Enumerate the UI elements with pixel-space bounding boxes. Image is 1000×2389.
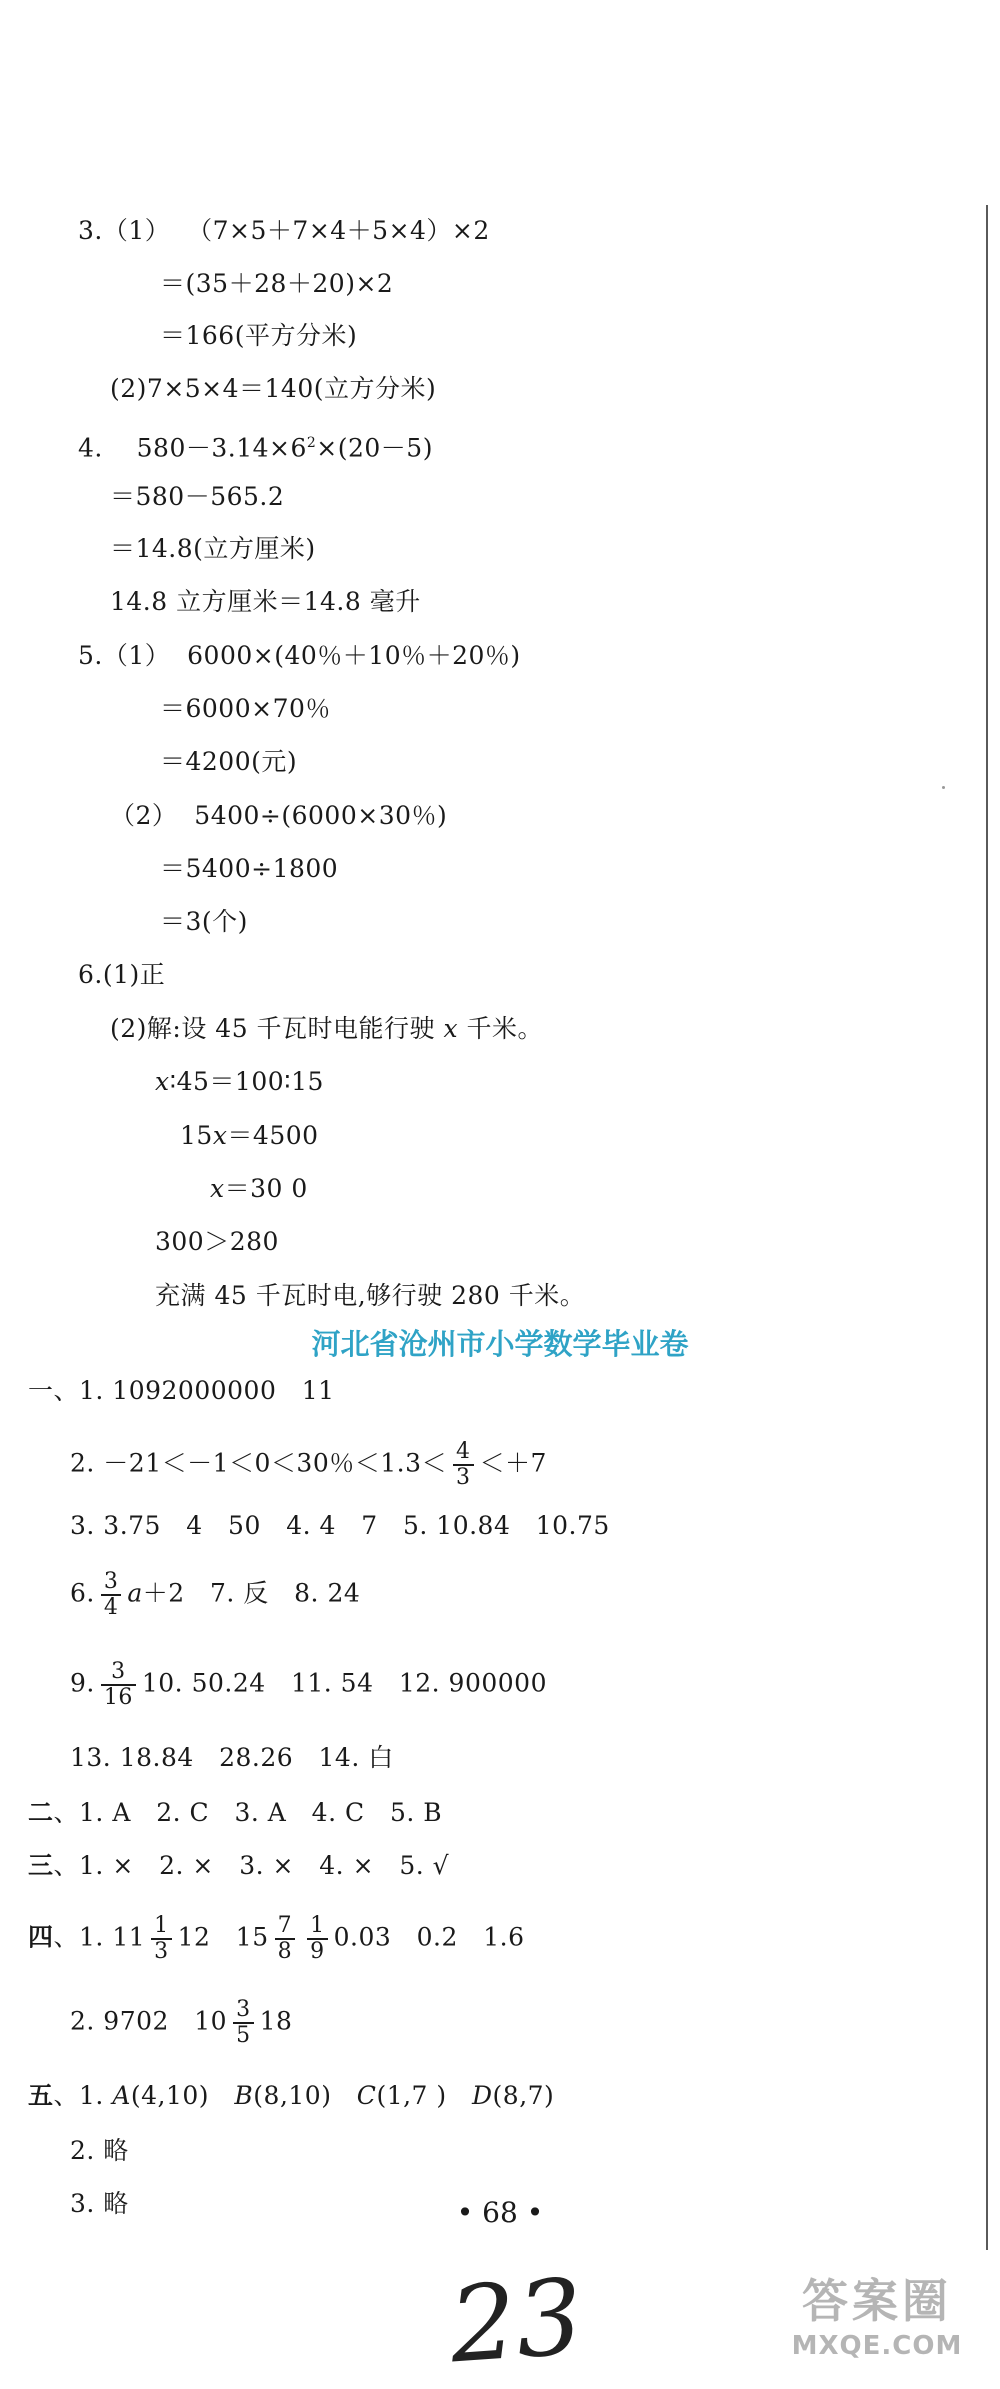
answer-line: 300＞280 (155, 1227, 279, 1256)
answer-line: 5.（1） 6000×(40％＋10％＋20％) (78, 641, 521, 670)
section-number: 五 (28, 2081, 54, 2110)
answer-line (28, 1914, 524, 1964)
answer-line: 13. 18.84 28.26 14. 白 (70, 1743, 394, 1772)
answer-line (28, 1797, 442, 1829)
fraction: $\frac{3}{4}$ (101, 1570, 122, 1620)
exponent: 2 (306, 435, 317, 451)
section-heading: 河北省沧州市小学数学毕业卷 (311, 1327, 689, 1361)
answer-line: ＝6000×70％ (160, 694, 331, 723)
text-segment: ∶45＝100∶15 (169, 1067, 324, 1096)
text-segment: ＋2 7. 反 8. 24 (142, 1578, 361, 1608)
section-number: 四 (28, 1922, 54, 1952)
answer-line: ＝580－565.2 (110, 482, 285, 511)
answer-line: 6.(1)正 (78, 960, 166, 989)
text-segment: (8,7) (492, 2081, 555, 2110)
answer-line: 14.8 立方厘米＝14.8 毫升 (110, 587, 421, 616)
text-segment: ＝4500 (227, 1121, 319, 1150)
text-segment: (4,10) (130, 2081, 235, 2110)
text-segment: 12 15 (177, 1922, 269, 1952)
text-segment: 、1. × 2. × 3. × 4. × 5. √ (53, 1851, 450, 1880)
answer-line: 3. 3.75 4 50 4. 4 7 5. 10.84 10.75 (70, 1511, 610, 1540)
text-segment: 10. 50.24 11. 54 12. 900000 (141, 1668, 547, 1698)
text-segment: (2)解:设 45 千瓦时电能行驶 (110, 1014, 444, 1043)
answer-line (110, 1013, 543, 1045)
fraction: $\frac{3}{5}$ (233, 1998, 254, 2048)
answer-line: ＝(35＋28＋20)×2 (160, 269, 394, 298)
fraction: $\frac{3}{16}$ (101, 1660, 136, 1710)
answer-line: (2)7×5×4＝140(立方分米) (110, 374, 437, 403)
watermark-url: MXQE.COM (791, 2331, 963, 2361)
text-segment: ＜＋7 (479, 1448, 547, 1478)
watermark-text: 答案圈 (802, 2274, 952, 2328)
text-segment: 、1. (53, 2081, 113, 2110)
answer-line: ＝166(平方分米) (160, 321, 358, 350)
text-segment: 18 (259, 2006, 293, 2036)
answer-line (180, 1120, 319, 1152)
answer-line: 2. 略 (70, 2136, 129, 2165)
point-label: D (472, 2081, 493, 2110)
margin-rule (986, 205, 988, 2250)
variable: x (210, 1174, 225, 1203)
answer-line: ＝4200(元) (160, 747, 298, 776)
answer-line (28, 1850, 449, 1882)
answer-line: 3. 略 (70, 2189, 129, 2218)
answer-line (70, 1998, 292, 2048)
answer-line: ＝14.8(立方厘米) (110, 534, 316, 563)
point-label: C (356, 2081, 377, 2110)
answer-line (210, 1173, 308, 1205)
answer-line: ＝5400÷1800 (160, 854, 339, 883)
text-segment: 、1. A 2. C 3. A 4. C 5. B (53, 1798, 443, 1827)
variable: x (212, 1121, 228, 1150)
speck (942, 786, 945, 789)
handwritten-number: 23 (445, 2255, 587, 2387)
page-number: • 68 • (456, 2196, 544, 2229)
answer-line: 充满 45 千瓦时电,够行驶 280 千米。 (155, 1281, 586, 1310)
text-segment: ×(20－5) (316, 433, 433, 463)
text-segment: 15 (180, 1121, 213, 1150)
text-segment: 千米。 (458, 1014, 544, 1043)
variable: x (443, 1014, 459, 1043)
answer-line (70, 1570, 360, 1620)
section-number: 二 (28, 1798, 54, 1827)
text-segment: 、1. 11 (53, 1922, 146, 1952)
fraction: $\frac{4}{3}$ (453, 1440, 474, 1490)
answer-line: 一、1. 1092000000 11 (28, 1376, 335, 1405)
text-segment: 6. (70, 1578, 95, 1608)
answer-line: 3.（1） （7×5＋7×4＋5×4）×2 (78, 216, 490, 245)
text-segment: (1,7 ) (376, 2081, 472, 2110)
text-segment: 0.03 0.2 1.6 (333, 1922, 525, 1952)
variable: x (155, 1067, 170, 1096)
answer-line (78, 427, 433, 464)
text-segment: 2. 9702 10 (70, 2006, 228, 2036)
answer-line: ＝3(个) (160, 907, 248, 936)
fraction: $\frac{7}{8}$ (275, 1914, 296, 1964)
watermark-logo (772, 2265, 982, 2375)
answer-line (70, 1440, 547, 1490)
text-segment: ＝30 0 (224, 1174, 308, 1203)
answer-line (28, 2080, 554, 2112)
text-segment: 9. (70, 1668, 95, 1698)
text-segment: 2. －21＜－1＜0＜30％＜1.3＜ (70, 1448, 447, 1478)
point-label: B (234, 2081, 254, 2110)
text-segment: 4. 580－3.14×6 (78, 433, 307, 463)
fraction: $\frac{1}{3}$ (151, 1914, 172, 1964)
text-segment: (8,10) (253, 2081, 357, 2110)
answer-line: （2） 5400÷(6000×30％) (110, 801, 448, 830)
variable: a (127, 1578, 143, 1608)
fraction: $\frac{1}{9}$ (307, 1914, 328, 1964)
answer-line (155, 1066, 324, 1098)
point-label: A (112, 2081, 131, 2110)
section-number: 三 (28, 1851, 54, 1880)
answer-line (70, 1660, 547, 1710)
